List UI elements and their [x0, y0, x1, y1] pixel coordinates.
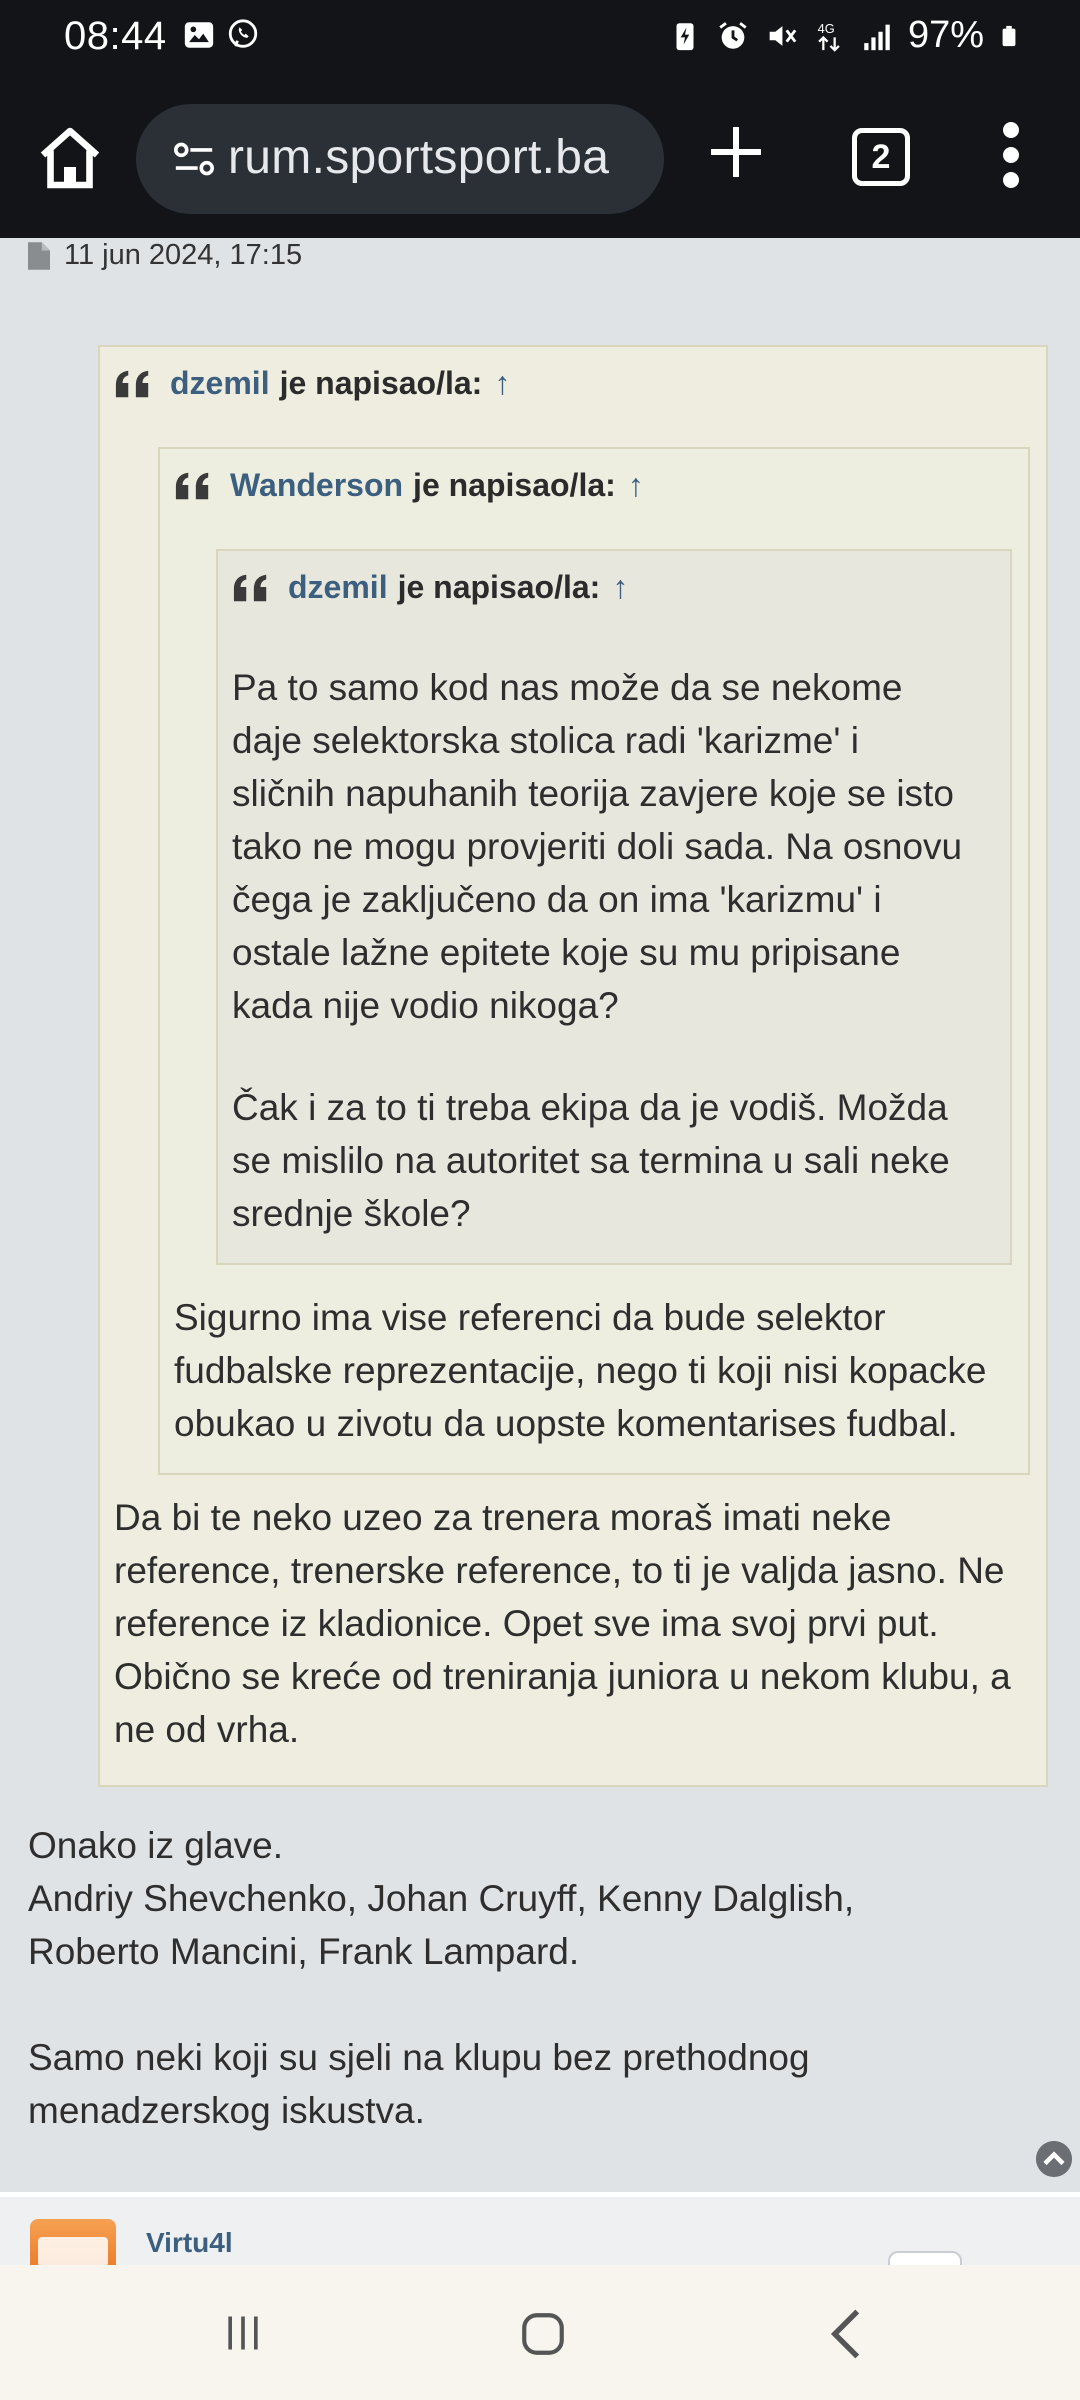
- post-action-button[interactable]: [888, 2251, 962, 2265]
- system-status: [668, 14, 1020, 57]
- back-icon[interactable]: [828, 2307, 864, 2361]
- notification-icons: [182, 18, 260, 52]
- scroll-to-top-icon[interactable]: [1036, 2141, 1072, 2177]
- status-time: 08:44: [64, 14, 167, 58]
- jump-to-post-link[interactable]: ↑: [494, 365, 511, 401]
- text-line: Onako iz glave.: [28, 1825, 284, 1866]
- recent-apps-icon[interactable]: [220, 2311, 266, 2355]
- text-line: Roberto Mancini, Frank Lampard.: [28, 1931, 580, 1972]
- jump-to-post-link[interactable]: ↑: [627, 467, 644, 503]
- signal-icon: [860, 19, 894, 53]
- svg-text:4G: 4G: [817, 20, 835, 36]
- text-line: Da bi te neko uzeo za trenera moraš imati neke: [114, 1497, 892, 1538]
- next-post-author-link[interactable]: Virtu4l: [146, 2227, 233, 2258]
- forum-post: [0, 239, 1080, 2197]
- text-line: reference iz kladionice. Opet sve ima svoj prvi put.: [114, 1603, 939, 1644]
- jump-to-post-link[interactable]: ↑: [612, 569, 629, 605]
- text-line: kada nije vodio nikoga?: [232, 985, 619, 1026]
- quote-outer-text: [114, 1491, 1011, 1756]
- quote-block-middle: [158, 447, 1030, 1475]
- text-line: ne od vrha.: [114, 1709, 300, 1750]
- battery-saver-icon: [668, 19, 702, 53]
- gallery-icon: [182, 18, 216, 52]
- home-icon[interactable]: [34, 122, 106, 194]
- quote-wrote-label: je napisao/la:: [397, 569, 601, 605]
- text-line: Čak i za to ti treba ekipa da je vodiš. Možda: [232, 1087, 948, 1128]
- text-line: fudbalske reprezentacije, nego ti koji nisi kopacke: [174, 1350, 987, 1391]
- text-line: čega je zaključeno da on ima 'karizmu' i: [232, 879, 882, 920]
- quote-header-middle: [174, 467, 644, 504]
- text-line: Andriy Shevchenko, Johan Cruyff, Kenny Dalglish,: [28, 1878, 855, 1919]
- text-line: Samo neki koji su sjeli na klupu bez prethodnog: [28, 2037, 810, 2078]
- quote-author-link[interactable]: dzemil: [288, 569, 388, 605]
- reply-paragraph-1: [28, 1819, 854, 1978]
- alarm-icon: [716, 19, 750, 53]
- text-line: reference, trenerske reference, to ti je valjda jasno. Ne: [114, 1550, 1005, 1591]
- quote-header-inner: [232, 569, 628, 606]
- quote-block-outer: [98, 345, 1048, 1787]
- quote-author-link[interactable]: Wanderson: [230, 467, 404, 503]
- quote-header-outer: [114, 365, 510, 402]
- status-bar: [0, 0, 1080, 78]
- text-line: se mislilo na autoritet sa termina u sali neke: [232, 1140, 950, 1181]
- text-line: Pa to samo kod nas može da se nekome: [232, 667, 903, 708]
- quote-middle-text: [174, 1291, 986, 1450]
- viber-icon: [226, 18, 260, 52]
- home-nav-icon[interactable]: [518, 2309, 568, 2359]
- avatar[interactable]: [30, 2219, 116, 2265]
- text-line: Obično se kreće od treniranja juniora u nekom klubu, a: [114, 1656, 1011, 1697]
- text-line: sličnih napuhanih teorija zavjere koje se isto: [232, 773, 954, 814]
- site-settings-icon[interactable]: [172, 139, 216, 179]
- system-nav-bar: [0, 2265, 1080, 2400]
- quote-icon: [174, 470, 212, 502]
- new-tab-icon[interactable]: [706, 122, 766, 182]
- text-line: ostale lažne epitete koje su mu pripisane: [232, 932, 901, 973]
- quote-wrote-label: je napisao/la:: [413, 467, 616, 503]
- quote-wrote-label: je napisao/la:: [279, 365, 483, 401]
- quote-author-link[interactable]: dzemil: [170, 365, 270, 401]
- url-text[interactable]: rum.sportsport.ba: [228, 131, 610, 184]
- network-4g-icon: [812, 19, 846, 53]
- post-date-text: 11 jun 2024, 17:15: [64, 239, 303, 271]
- mute-icon: [764, 19, 798, 53]
- quote-icon: [232, 572, 270, 604]
- quote-icon: [114, 368, 152, 400]
- battery-icon: [998, 19, 1020, 53]
- browser-toolbar: [0, 78, 1080, 238]
- quote-inner-paragraph-1: [232, 661, 962, 1032]
- quote-inner-paragraph-2: [232, 1081, 950, 1240]
- text-line: srednje škole?: [232, 1193, 471, 1234]
- text-line: daje selektorska stolica radi 'karizme' i: [232, 720, 859, 761]
- address-bar[interactable]: [136, 104, 664, 214]
- document-icon: [28, 242, 50, 270]
- next-post-header: [0, 2197, 1080, 2265]
- reply-paragraph-2: [28, 2031, 810, 2137]
- text-line: tako ne mogu provjeriti doli sada. Na osnovu: [232, 826, 963, 867]
- more-menu-icon[interactable]: [998, 120, 1024, 190]
- tab-switcher-button[interactable]: 2: [852, 128, 910, 186]
- quote-block-inner: [216, 549, 1012, 1265]
- text-line: obukao u zivotu da uopste komentarises fudbal.: [174, 1403, 958, 1444]
- post-date: [28, 239, 302, 272]
- text-line: menadzerskog iskustva.: [28, 2090, 425, 2131]
- text-line: Sigurno ima vise referenci da bude selektor: [174, 1297, 886, 1338]
- battery-percent: 97%: [907, 14, 984, 56]
